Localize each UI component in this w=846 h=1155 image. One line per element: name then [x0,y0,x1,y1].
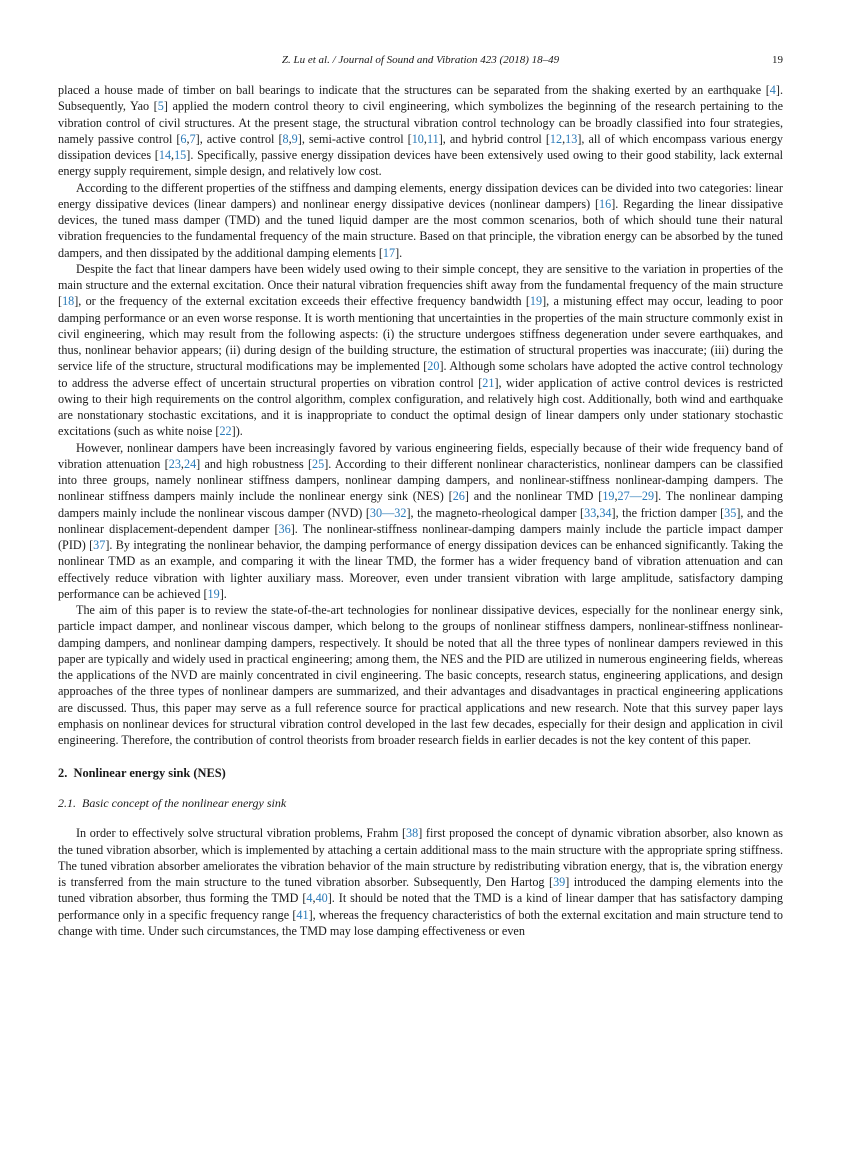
reference-link[interactable]: 19 [529,294,543,309]
introduction-body [58,82,783,748]
reference-link[interactable]: 4 [769,83,776,97]
reference-link[interactable]: 26 [452,489,465,504]
reference-link[interactable]: 4 [306,891,313,906]
paragraph-text: According to the different properties of the stiffness and damping elements, energy dissipation devices can be divided into two categories: linear energy dissipative devices (linear dampers) and nonlinear energy dissipative devices (nonlinear dampers) [ [58,180,783,211]
paragraph-text: , [614,489,618,504]
paragraph-text: , [562,131,566,146]
reference-link[interactable]: 12 [549,131,563,146]
paragraph [58,825,783,939]
paragraph-text: ], wider application of active control devices is restricted owing to their high requirements on the control algorithm, complex configuration, and relatively high cost. Additionally, both wind and earthquake are nonstationary stochastic excitations, and it is inappropriate to conduct the optimal design of linear dampers only under stationary stochastic excitations (such as white noise [ [58,375,783,439]
paragraph-text: placed a house made of timber on ball bearings to indicate that the structures can be separated from the shaking exerted by an earthquake [ [58,83,770,97]
paragraph-text: ]. Subsequently, Yao [ [58,83,783,114]
reference-link[interactable]: 5 [157,99,164,114]
paragraph-text: , [312,891,316,906]
paragraph-text: In order to effectively solve structural vibration problems, Frahm [ [76,826,407,841]
paragraph-text: ]. [219,586,227,601]
section-body [58,825,783,939]
reference-link[interactable]: 20 [427,359,440,374]
reference-link[interactable]: 15 [174,148,187,162]
reference-link[interactable]: 11 [426,131,439,146]
paragraph-text: ] and high robustness [ [196,456,313,471]
section-heading [58,765,783,781]
paragraph-text: , [186,131,190,146]
paragraph-text: ]. Specifically, passive energy dissipation devices have been extensively used owing to their good stability, lack external energy supply requirement, simple design, and relatively low cost. [58,148,783,179]
journal-citation: Z. Lu et al. / Journal of Sound and Vibration 423 (2018) 18–49 [281,54,560,66]
paragraph [58,261,783,440]
paragraph-text: , [288,131,292,146]
paragraph-text: ], a mistuning effect may occur, leading to poor damping performance or an even worse response. It is worth mentioning that uncertainties in the properties of the main structure commonly exist in civil engineering, which may result from the following aspects: (i) the structure undergoes stiffness degeneration under severe earthquakes, and thus, nonlinear behavior appears; (ii) during design of the building structure, the estimation of structural properties was inaccurate; (iii) during the service life of the structure, structural modifications may be implemented [ [58,294,783,374]
paragraph-text: ], all of which encompass various energy dissipation devices [ [58,131,784,162]
reference-link[interactable]: 10 [411,131,424,146]
reference-link[interactable]: 36 [278,521,291,536]
paragraph-text: , [180,456,184,471]
reference-link[interactable]: 21 [482,375,495,390]
paragraph-text: ]. [395,245,403,260]
reference-link[interactable]: 34 [599,505,612,520]
paragraph-text: However, nonlinear dampers have been increasingly favored by various engineering fields, especially because of their wide frequency band of vibration attenuation [ [58,440,783,471]
paragraph-text: Despite the fact that linear dampers have been widely used owing to their simple concept, they are sensitive to the variation in properties of the main structure and the external excitation. Once their natural vibration frequencies shift away from the fundamental frequency of the main structure [ [58,261,783,309]
paragraph-text: ], or the frequency of the external excitation exceeds their effective frequency bandwidth [ [74,294,530,309]
reference-link[interactable]: 19 [207,586,220,601]
paragraph-text: ]. The nonlinear damping dampers mainly include the nonlinear viscous damper (NVD) [ [58,489,783,520]
paragraph-text: ], semi-active control [ [297,131,412,146]
paragraph-text: ]. By integrating the nonlinear behavior, the damping performance of energy dissipation devices can be enhanced significantly. Taking the nonlinear TMD as an example, and comparing it with the linear TMD, the former has a wider frequency band of vibration attenuation and can effectively reduce vibration with lighter auxiliary mass. Moreover, even under transient vibration with large amplitude, satisfactory damping performance can be achieved [ [58,538,783,601]
reference-link[interactable]: 13 [565,131,578,146]
journal-page [58,52,783,939]
subsection-number: 2.1. [58,796,76,811]
reference-link[interactable]: 23 [168,456,181,471]
reference-link[interactable]: 35 [724,505,737,520]
reference-link[interactable]: 19 [602,489,615,504]
reference-link[interactable]: 27—29 [617,489,655,504]
reference-link[interactable]: 39 [553,875,566,889]
paragraph-text: ] first proposed the concept of dynamic vibration absorber, also known as the tuned vibration absorber, which is implemented by attaching a certain additional mass to the main structure with the appropriate spring stiffness. The tuned vibration absorber ameliorates the vibration behavior of the main structure by redistributing vibration energy, that is, the vibration energy is transferred from the main structure to the tuned vibration absorber. Subsequently, Den Hartog [ [58,826,783,889]
paragraph-text: ]. It should be noted that the TMD is a kind of linear damper that has satisfactory damping performance only in a specific frequency range [ [58,891,783,922]
reference-link[interactable]: 8 [282,131,289,146]
section-number: 2. [58,766,68,781]
paragraph [58,82,783,180]
subsection-title: Basic concept of the nonlinear energy sink [82,796,287,811]
paragraph-text: ] and the nonlinear TMD [ [464,489,603,504]
paragraph-text: ], and the nonlinear displacement-dependent damper [ [58,505,783,536]
paragraph-text: ]. According to their different nonlinear characteristics, nonlinear dampers can be classified into three groups, namely nonlinear stiffness dampers, nonlinear damping dampers, and nonlinear-stiffness nonlinear-damping dampers. The nonlinear stiffness dampers mainly include the nonlinear energy sink (NES) [ [58,456,783,504]
subsection-heading [58,795,783,811]
paragraph [58,180,783,261]
reference-link[interactable]: 41 [296,907,309,922]
reference-link[interactable]: 22 [219,424,232,439]
paragraph-text: , [423,131,427,146]
page-number: 19 [772,54,783,66]
paragraph-text: ] applied the modern control theory to civil engineering, which symbolizes the beginning of the research pertaining to the vibration control of civil structures. At the present stage, the structural vibration control technology can be broadly classified into four strategies, namely passive control [ [58,99,784,146]
paragraph-text: ]. The nonlinear-stiffness nonlinear-damping dampers mainly include the particle impact damper (PID) [ [58,521,783,552]
section-title: Nonlinear energy sink (NES) [73,766,226,781]
paragraph-text: ]. Regarding the linear dissipative devices, the tuned mass damper (TMD) and the tuned liquid damper are the most common scenarios, both of which should tune their natural vibration frequencies to the fundamental frequency of the main structure. Based on that principle, the vibration energy can be absorbed by the tuned dampers, and then dissipated by the additional damping elements [ [58,196,783,260]
paragraph-text: ], whereas the frequency characteristics of both the external excitation and main structure tend to change with time. Under such circumstances, the TMD may lose damping effectiveness or even [58,907,784,938]
reference-link[interactable]: 6 [180,131,187,146]
paragraph [58,440,783,603]
reference-link[interactable]: 25 [312,456,325,471]
paragraph-text: ], active control [ [195,131,283,146]
paragraph-text: , [171,148,175,162]
reference-link[interactable]: 16 [599,196,612,211]
reference-link[interactable]: 9 [291,131,298,146]
paragraph-text: , [596,505,600,520]
paragraph-text: ], the friction damper [ [611,505,725,520]
paragraph [58,602,783,748]
reference-link[interactable]: 24 [183,456,197,471]
paragraph-text: ]. Although some scholars have adopted the active control technology to address the adverse effect of uncertain structural properties on vibration control [ [58,359,783,390]
reference-link[interactable]: 17 [382,245,396,260]
paragraph-text: ] introduced the damping elements into the tuned vibration absorber, thus forming the TMD [ [58,875,783,906]
reference-link[interactable]: 30—32 [369,505,407,520]
paragraph-text: ]). [231,424,243,439]
reference-link[interactable]: 37 [93,538,106,552]
paragraph-text: ], the magneto-rheological damper [ [406,505,585,520]
reference-link[interactable]: 38 [406,826,419,841]
reference-link[interactable]: 7 [189,131,196,146]
reference-link[interactable]: 33 [584,505,597,520]
reference-link[interactable]: 40 [315,891,328,906]
paragraph-text: ], and hybrid control [ [438,131,550,146]
reference-link[interactable]: 18 [62,294,75,309]
running-header [58,52,783,68]
paragraph-text: The aim of this paper is to review the state-of-the-art technologies for nonlinear dissipative devices, especially for the nonlinear energy sink, particle impact damper, and nonlinear viscous damper, which belong to the groups of nonlinear stiffness dampers, nonlinear-stiffness nonlinear-damping dampers, and nonlinear damping dampers, respectively. It should be noted that all the three types of nonlinear dampers reviewed in this paper are typically and widely used in practical engineering; among them, the NES and the PID are utilized in numerous engineering fields, whereas the applications of the NVD are mainly concentrated in civil engineering. The basic concepts, research status, engineering applications, and design approaches of the three types of nonlinear dampers are summarized, and their advantages and disadvantages in practical engineering applications are discussed. Thus, this paper may serve as a full reference source for practical applications and new research. Note that this survey paper lays emphasis on nonlinear devices for structural vibration control developed in the last few decades, especially for their design and application in civil engineering. Therefore, the contribution of control theorists from broader research fields in earlier decades is not the key content of this paper. [58,603,783,747]
reference-link[interactable]: 14 [158,148,172,162]
